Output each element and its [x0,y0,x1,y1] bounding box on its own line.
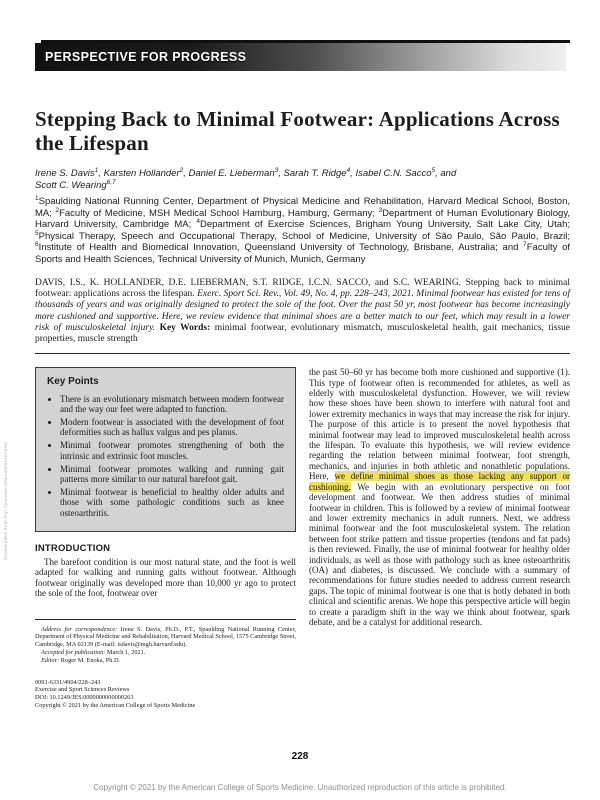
keywords-label: Key Words: [159,322,215,333]
author: Karsten Hollander [103,168,180,179]
author-affil-ref: 2 [179,166,184,174]
introduction-paragraph: The barefoot condition is our most natural state, and the foot is well adapted for walking and running gaits without footwear. Although footwear originally was developed more than 10,000 yr ago to protect the sole of the foot, footwear over [35,557,296,599]
right-column [309,367,570,710]
banner-gradient-bar [35,43,566,71]
copyright-line: Copyright © 2021 by the American College of Sports Medicine [35,702,196,709]
introduction-heading: INTRODUCTION [35,542,111,554]
editor-note: Editor: Roger M. Enoka, Ph.D. [41,656,121,664]
affiliation: Spaulding National Running Center, Department of Physical Medicine and Rehabilitation, Harvard Medical School, Boston, MA; [35,196,570,219]
footnote-rule [35,619,296,620]
footnote-block [35,626,296,665]
author: Daniel E. Lieberman [188,168,275,179]
abstract-citation: DAVIS, I.S., K. HOLLANDER, D.E. LIEBERMAN, S.T. RIDGE, I.C.N. SACCO, and S.C. WEARING. Stepping back to minimal footwear: applications across the lifespan. [35,278,570,300]
key-point-item: • There is an evolutionary mismatch between modern footwear and the way our feet were adapted to function. [60,394,284,415]
key-point-item: • Minimal footwear promotes strengthening of both the intrinsic and extrinsic foot muscles. [60,440,284,461]
download-watermark: Downloaded from http://journals.lww.com/acsm-essr [3,441,8,560]
author-affil-ref: 3 [274,166,279,174]
author: Irene S. Davis [35,168,95,179]
author-affil-ref: 1 [94,166,99,174]
key-point-item: • Modern footwear is associated with the development of foot deformities such as hallux valgus and pes planus. [60,417,284,438]
issn-line: 0091-6331/4904/228–243 [35,678,101,686]
two-column-body [35,367,570,710]
affiliation: Department of Exercise Sciences, Brigham Young University, Salt Lake City, Utah; [199,219,570,230]
key-points-box [35,367,296,531]
affiliation: Institute of Health and Biomedical Innovation, Queensland University of Technology, Brisbane, Australia; and [38,242,524,253]
abstract-body: Exerc. Sport Sci. Rev., Vol. 49, No. 4, pp. 228–243, 2021. Minimal footwear has existed for tens of thousands of years and was originally designed to protect the sole of the foot. Over the past 50 yr, most footwear has become increasingly more cushioned and supportive. Here, we review evidence that minimal shoes are a better match to our feet, which may result in a lower risk of musculoskeletal injury. [35,289,570,333]
bottom-copyright-notice: Copyright © 2021 by the American College of Sports Medicine. Unauthorized reproduction of this article is prohibited. [93,783,507,792]
author-list: Irene S. Davis$^1$, Karsten Hollander$^2$, Daniel E. Lieberman$^3$, Sarah T. Ridge$^4$, Isabel C.N. Sacco$^5$, and Scott C. Wearing$^{6,7}$ [35,166,457,191]
author-affil-ref: 5 [431,166,436,174]
affiliation: Faculty of Medicine, MSH Medical School Hamburg, Hamburg, Germany; [59,207,379,219]
author-affil-ref: 6,7 [106,178,116,186]
journal-name: Exercise and Sport Sciences Reviews [35,686,130,694]
highlighted-text: we define minimal shoes as those lacking any support or cushioning. [309,471,570,492]
correspondence-note: Address for correspondence: Irene S. Davis, Ph.D., P.T., Spaulding National Running Center, Department of Physical Medicine and Rehabilitation, Harvard Medical School, 1575 Cambridge Street, Cambridge, MA 02139 (E-mail: isdavis@mgh.harvard.edu). [35,625,296,649]
key-point-item: • Minimal footwear promotes walking and running gait patterns more similar to our natural barefoot gait. [60,464,284,485]
abstract [35,278,570,345]
key-points-title: Key Points [47,376,99,388]
section-divider-rule [35,353,570,354]
doi-line: DOI: 10.1249/JES.0000000000000263 [35,694,134,702]
key-points-list [47,394,284,518]
page-number: 228 [291,751,309,762]
author: Scott C. Wearing [35,179,107,191]
left-column [35,367,296,710]
author: Isabel C.N. Sacco [355,168,432,179]
keywords: minimal footwear, evolutionary mismatch, musculoskeletal health, gait mechanics, tissue properties, muscle strength [35,322,570,345]
journal-id-block [35,679,296,710]
affiliation: Physical Therapy, Speech and Occupational Therapy, School of Medicine, University of São Paulo, São Paulo, Brazil; [38,230,570,242]
banner-label: PERSPECTIVE FOR PROGRESS [45,50,247,64]
author: Sarah T. Ridge [283,168,347,179]
author-affil-ref: 4 [346,166,351,174]
affiliation: Faculty of Sports and Health Sciences, Technical University of Munich, Munich, Germany [35,242,570,265]
affiliations: $^1$Spaulding National Running Center, Department of Physical Medicine and Rehabilitation, Harvard Medical School, Boston, MA; $^2$Faculty of Medicine, MSH Medical School Hamburg, Hamburg, Germany; $^3$Department of Human Evolutionary Biology, Harvard University, Cambridge MA; $^4$Department of Exercise Sciences, Brigham Young University, Salt Lake City, Utah; $^5$Physical Therapy, Speech and Occupational Therapy, School of Medicine, University of São Paulo, São Paulo, Brazil; $^6$Institute of Health and Biomedical Innovation, Queensland University of Technology, Brisbane, Australia; and $^7$Faculty of Sports and Health Sciences, Technical University of Munich, Munich, Germany [35,194,570,265]
accepted-note: Accepted for publication: March 1, 2021. [41,649,146,657]
article-title: Stepping Back to Minimal Footwear: Applications Across the Lifespan [35,107,560,155]
key-point-item: • Minimal footwear is beneficial to healthy older adults and those with some pathologic conditions such as knee osteoarthritis. [60,487,284,518]
article-type-banner [35,40,570,71]
body-paragraph: the past 50–60 yr has become both more cushioned and supportive (1). This type of footwear often is recommended for athletes, as well as elderly with musculoskeletal dysfunction. However, we will review how these shoes have been shown to interfere with natural foot and lower extremity mechanics in ways that may increase the risk for injury. The purpose of this article is to present the novel hypothesis that minimal footwear may lead to improved musculoskeletal health across the lifespan. To evaluate this hypothesis, we will review evidence regarding the relation between minimal footwear, foot strength, mechanics, and injuries in both athletic and nonathletic populations. Here, we define minimal shoes as those lacking any support or cushioning. We begin with an evolutionary perspective on foot development and footwear. We then address studies of minimal footwear in children. This is followed by a review of minimal footwear and lower extremity mechanics in adult runners. Next, we address minimal footwear and the foot musculoskeletal system. The relation between foot strike pattern and tissue properties (tendons and fat pads) is then reviewed. Finally, the use of minimal footwear for healthy older individuals, as well as those with pathology such as knee osteoarthritis (OA) and diabetes, is discussed. We conclude with a summary of recommendations for future studies needed to address current research gaps. The topic of minimal footwear is one that is hotly debated in both clinical and scientific arenas. We hope this perspective article will begin to create a paradigm shift in the way we think about footwear, spark debate, and be a catalyst for additional research. [309,367,570,627]
affiliation: Department of Human Evolutionary Biology, Harvard University, Cambridge MA; [35,207,570,230]
